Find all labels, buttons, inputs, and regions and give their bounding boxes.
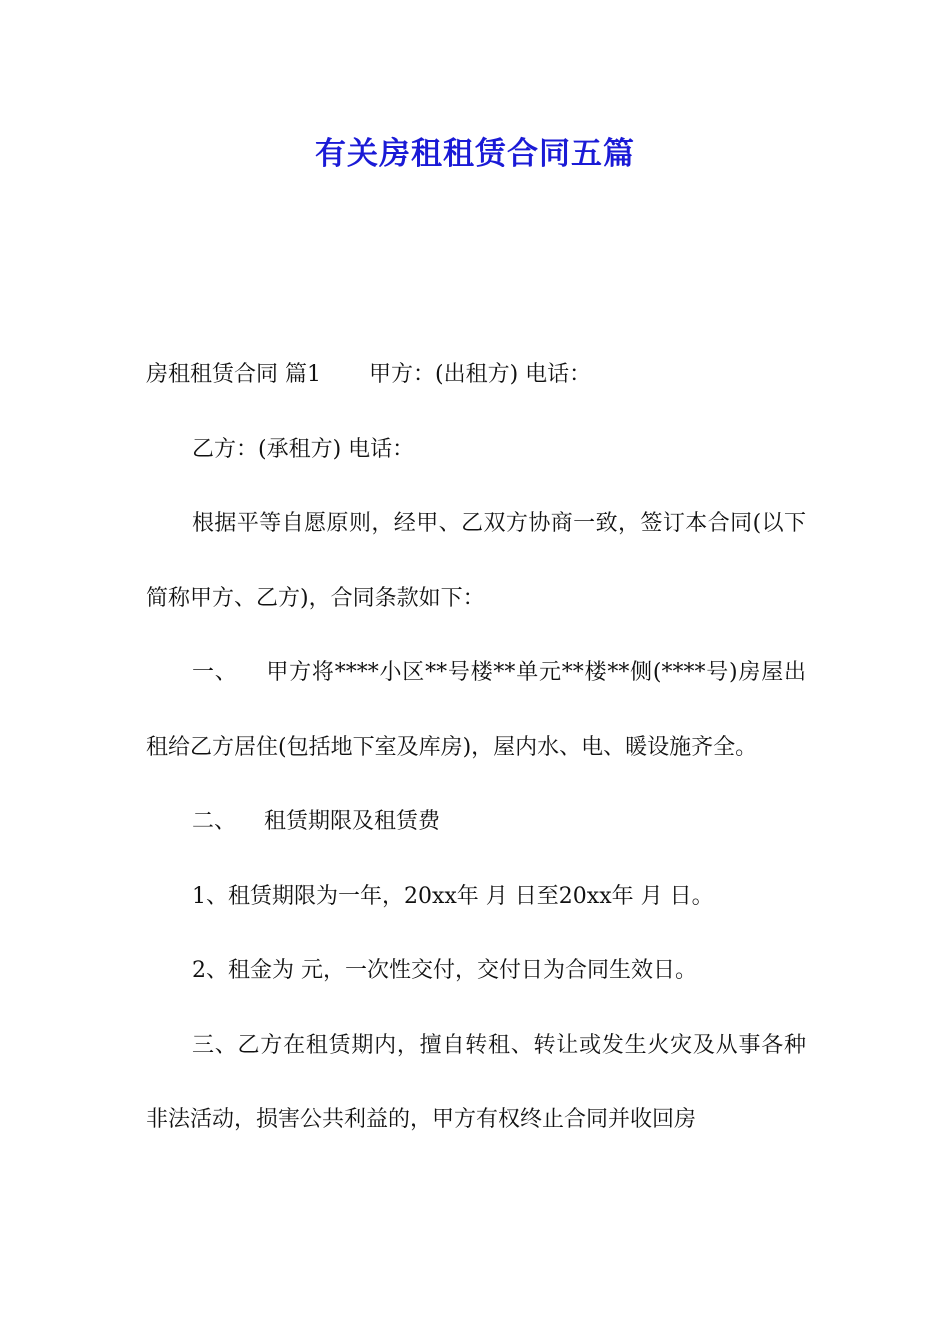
contract-header-line	[146, 338, 806, 413]
rent-item: 2、租金为 元，一次性交付，交付日为合同生效日。	[192, 958, 697, 983]
document-body	[146, 338, 806, 1158]
lease-term-item: 1、租赁期限为一年，20xx年 月 日至20xx年 月 日。	[192, 883, 714, 909]
contract-section-label: 房租租赁合同 篇1	[146, 362, 321, 387]
clause-two	[146, 785, 806, 860]
clause-text: 租赁期限及租赁费	[264, 809, 441, 834]
preamble-paragraph: 根据平等自愿原则，经甲、乙双方协商一致，签订本合同(以下简称甲方、乙方)，合同条款如下：	[146, 511, 806, 611]
clause-text: 甲方将****小区**号楼**单元**楼**侧(****号)房屋出租给乙方居住(包括地下室及库房)，屋内水、电、暖设施齐全。	[146, 660, 806, 760]
clause-number: 一、	[192, 660, 238, 685]
clause-three: 三、乙方在租赁期内，擅自转租、转让或发生火灾及从事各种非法活动，损害公共利益的，甲方有权终止合同并收回房	[146, 1032, 806, 1132]
clause-one	[146, 636, 806, 785]
clause-number: 二、	[192, 809, 237, 834]
party-b-line: 乙方：(承租方) 电话：	[192, 436, 415, 462]
party-a-line: 甲方：(出租方) 电话：	[369, 362, 592, 387]
document-title: 有关房租租赁合同五篇	[315, 136, 635, 172]
